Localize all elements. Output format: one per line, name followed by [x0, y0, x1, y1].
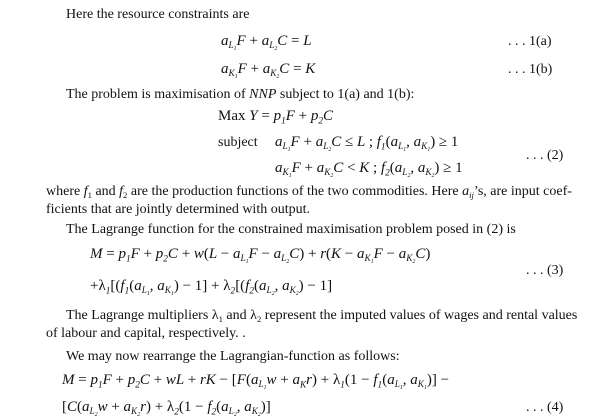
equation-number-1a: . . . 1(a)	[508, 34, 552, 49]
equation-1a: $a_{L_1}F + a_{L_2}C = L$	[221, 33, 312, 53]
equation-2-constraint-2: $a_{K_1}F + a_{K_2}C < K$ ; $f_2(a_{L_2}$, $a_{K_2}) \ge 1$	[275, 160, 463, 180]
paragraph-multipliers-line1: The Lagrange multipliers $\lambda_1$ and $\lambda_2$ represent the imputed values of wages and rental values	[66, 308, 578, 325]
equation-number-2: . . . (2)	[526, 148, 564, 163]
paragraph-multipliers-line2: of labour and capital, respectively. .	[46, 326, 246, 341]
paragraph-resource-constraints: Here the resource constraints are	[66, 7, 250, 22]
equation-3-line1: $M = p_1F + p_2C + w(L - a_{L_1}F - a_{L_2}C) + r(K - a_{K_1}F - a_{K_2}C)$	[90, 246, 431, 266]
paragraph-rearrange: We may now rearrange the Lagrangian-function as follows:	[66, 349, 400, 364]
equation-2-subject-label: subject	[218, 135, 258, 150]
equation-number-1b: . . . 1(b)	[508, 62, 553, 77]
paragraph-lagrange-intro: The Lagrange function for the constrained maximisation problem posed in (2) is	[66, 222, 516, 237]
equation-4-line2: [$C(a_{L_2}w + a_{K_2}r) + \lambda_2(1 - f_2(a_{L_2}$, $a_{K_2}$)]	[62, 399, 271, 418]
paragraph-production-functions-line1: where $f_1$ and $f_2$ are the production functions of the two commodities. Here $a_{ij}’s$, are input coef-	[46, 184, 572, 201]
equation-2-constraint-1: $a_{L_1}F + a_{L_2}C \le L$ ; $f_1(a_{L_1}$, $a_{K_1}) \ge 1$	[275, 134, 459, 154]
equation-number-3: . . . (3)	[526, 263, 564, 278]
equation-4-line1: $M = p_1F + p_2C$ + wL + rK − [$F(a_{L_1}w + a_Kr) + \lambda_1(1 - f_1(a_{L_1}$, $a_{K_1}$)] −	[62, 372, 450, 392]
equation-2-objective: Max $Y = p_1F + p_2C$	[218, 108, 334, 127]
equation-1b: $a_{K_1}F + a_{K_2}C = K$	[221, 61, 316, 81]
equation-3-line2: $+\lambda_1[(f_1(a_{L_1}$, $a_{K_1}) - 1] + \lambda_2[(f_2(a_{L_2}$, $a_{K_2}) - 1$]	[90, 278, 333, 298]
paragraph-problem-statement: The problem is maximisation of NNP subject to 1(a) and 1(b):	[66, 87, 415, 102]
paragraph-production-functions-line2: ficients that are jointly determined with output.	[46, 202, 310, 217]
equation-number-4: . . . (4)	[526, 400, 564, 415]
